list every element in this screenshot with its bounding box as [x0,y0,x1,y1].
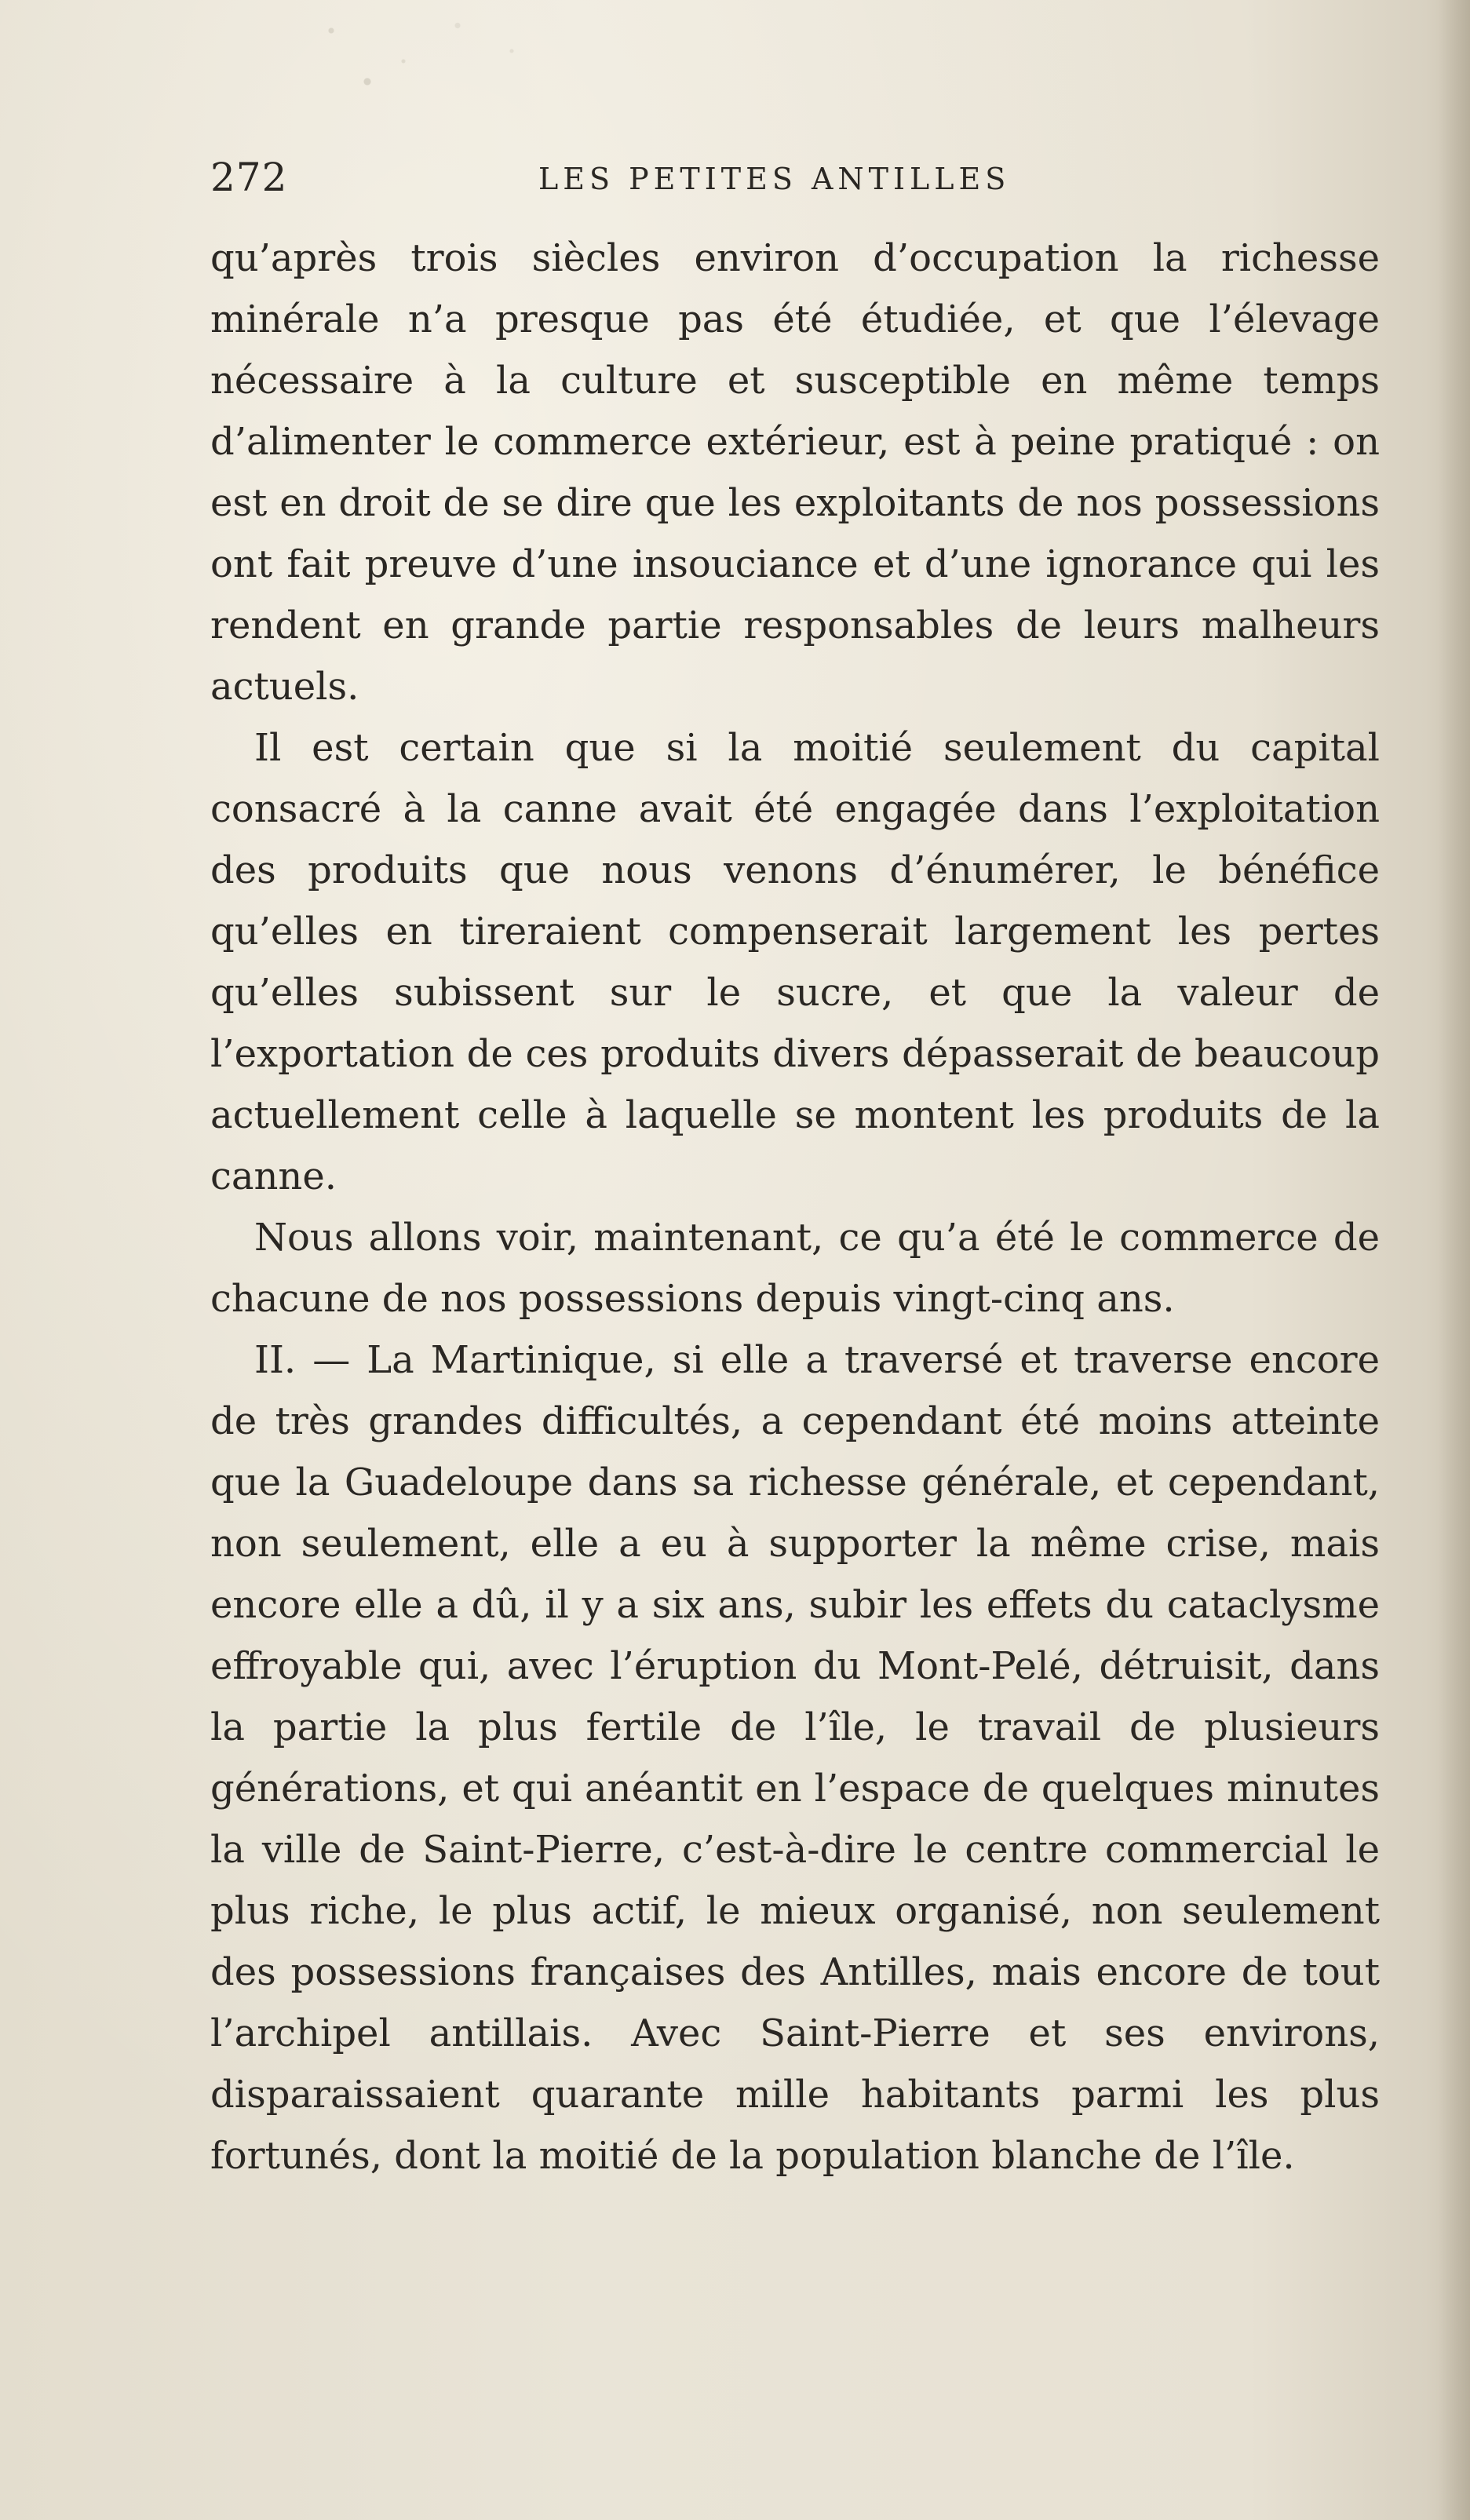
paragraph-continued: qu’après trois siècles environ d’occupation la richesse minérale n’a presque pas été étudiée, et que l’élevage nécessaire à la culture et susceptible en même temps d’alimenter le commerce extérieur, est à peine pratiqué : on est en droit de se dire que les exploitants de nos possessions ont fait preuve d’une insouciance et d’une ignorance qui les rendent en grande partie responsables de leurs malheurs actuels. [210,236,1380,709]
running-head [210,154,1380,201]
body-text [210,228,1380,2186]
paragraph-capital: Il est certain que si la moitié seulement du capital consacré à la canne avait été engagée dans l’exploitation des produits que nous venons d’énumérer, le bénéfice qu’elles en tireraient compenserait largement les pertes qu’elles subissent sur le sucre, et que la valeur de l’exportation de ces produits divers dépasserait de beaucoup actuellement celle à laquelle se montent les produits de la canne. [210,726,1380,1198]
paragraph-martinique: II. — La Martinique, si elle a traversé et traverse encore de très grandes difficultés, a cependant été moins atteinte que la Guadeloupe dans sa richesse générale, et cependant, non seulement, elle a eu à supporter la même crise, mais encore elle a dû, il y a six ans, subir les effets du cataclysme effroyable qui, avec l’éruption du Mont-Pelé, détruisit, dans la partie la plus fertile de l’île, le travail de plusieurs générations, et qui anéantit en l’espace de quelques minutes la ville de Saint-Pierre, c’est-à-dire le centre commercial le plus riche, le plus actif, le mieux organisé, non seulement des possessions françaises des Antilles, mais encore de tout l’archipel antillais. Avec Saint-Pierre et ses environs, disparaissaient quarante mille habitants parmi les plus fortunés, dont la moitié de la population blanche de l’île. [210,1338,1380,2178]
paper-speckle [259,0,620,102]
page-edge-shadow [1439,0,1470,2520]
paragraph-commerce: Nous allons voir, maintenant, ce qu’a été le commerce de chacune de nos possessions depuis vingt-cinq ans. [210,1216,1380,1321]
page-number: 272 [210,155,288,200]
running-title: LES PETITES ANTILLES [538,162,1011,196]
